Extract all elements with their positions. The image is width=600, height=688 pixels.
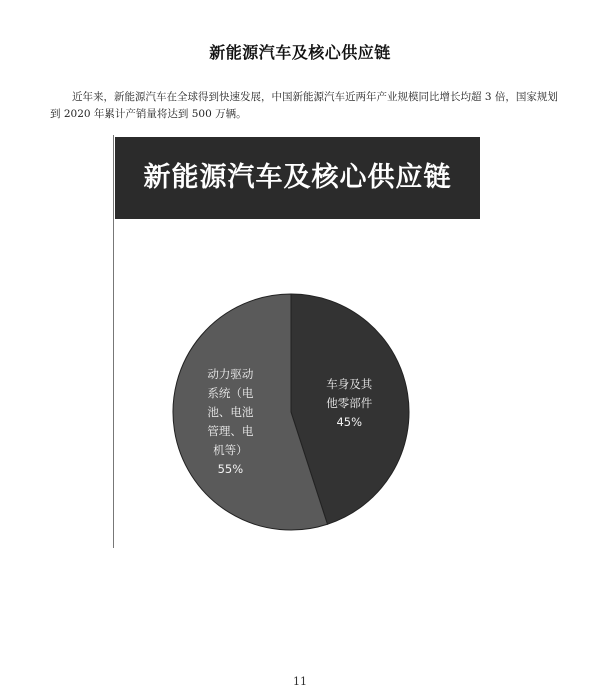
pie-chart (171, 292, 411, 532)
intro-paragraph: 近年来，新能源汽车在全球得到快速发展，中国新能源汽车近两年产业规模同比增长均超 3 倍，国家规划到 2020 年累计产销量将达到 500 万辆。 (50, 90, 558, 120)
pie-slice-label-1: 动力驱动系统（电池、电池管理、电机等） 55% (207, 367, 254, 477)
figure-left-rule (113, 135, 114, 548)
page-number: 11 (293, 675, 307, 688)
document-title: 新能源汽车及核心供应链 (209, 43, 391, 62)
chart-title-banner: 新能源汽车及核心供应链 (115, 137, 480, 219)
pie-slice-label-0: 车身及其他零部件 45% (326, 376, 373, 429)
